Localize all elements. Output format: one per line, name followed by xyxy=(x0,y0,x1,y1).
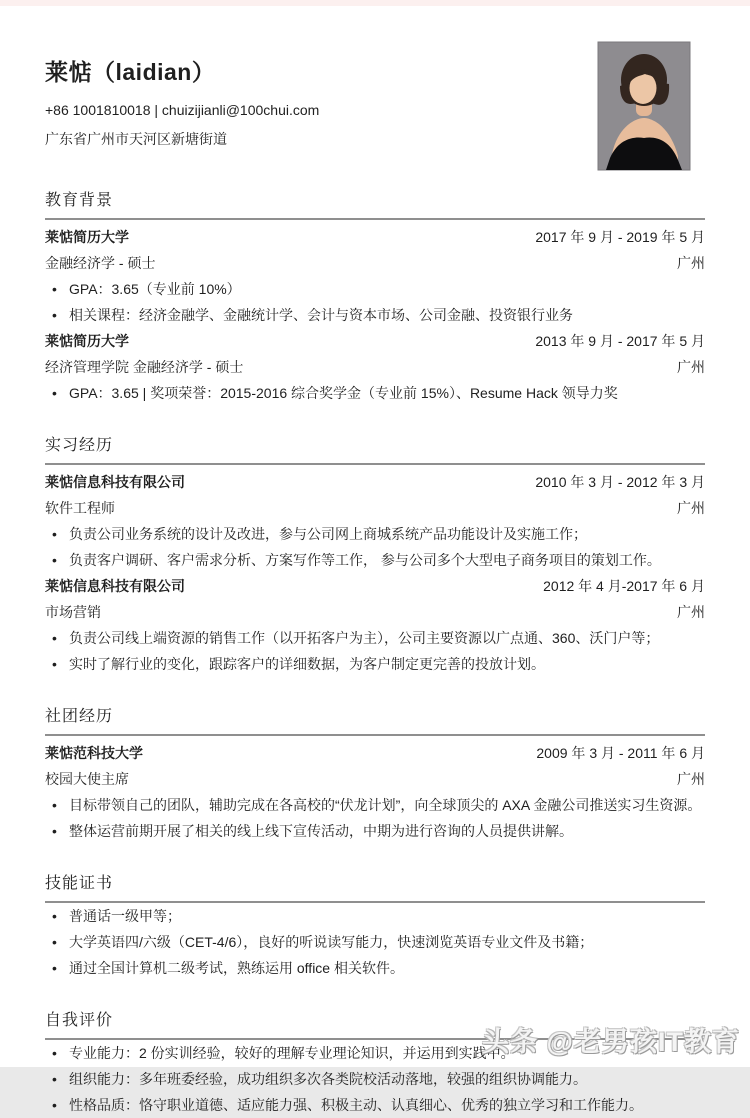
bullet-item: • 普通话一级甲等； xyxy=(45,903,705,929)
entry-bullets xyxy=(45,521,705,573)
section-skills xyxy=(45,870,705,981)
entry-subtitle-row xyxy=(45,599,705,625)
education-entry xyxy=(45,328,705,406)
entry-header-row xyxy=(45,224,705,250)
bullet-item: • 负责公司线上端资源的销售工作（以开拓客户为主），公司主要资源以广点通、360、沃门户等； xyxy=(45,625,705,651)
club-entries xyxy=(45,736,705,844)
date-range: 2013 年 9 月 - 2017 年 5 月 xyxy=(535,333,705,349)
school-name: 莱惦简历大学 xyxy=(45,229,129,245)
date-range: 2010 年 3 月 - 2012 年 3 月 xyxy=(535,474,705,490)
location: 广州 xyxy=(677,359,705,375)
club-entry xyxy=(45,740,705,844)
degree-title: 金融经济学 - 硕士 xyxy=(45,255,156,271)
top-accent-band xyxy=(0,0,750,6)
internship-entries xyxy=(45,465,705,677)
date-range: 2012 年 4 月-2017 年 6 月 xyxy=(543,578,705,594)
location: 广州 xyxy=(677,771,705,787)
bullet-item: • 组织能力：多年班委经验，成功组织多次各类院校活动落地，较强的组织协调能力。 xyxy=(45,1066,705,1092)
skills-bullets xyxy=(45,903,705,981)
bullet-item: • 专业能力：2 份实训经验，较好的理解专业理论知识，并运用到实践中。 xyxy=(45,1040,705,1066)
bullet-item: • 大学英语四/六级（CET-4/6），良好的听说读写能力，快速浏览英语专业文件及书籍； xyxy=(45,929,705,955)
bullet-item: • 负责公司业务系统的设计及改进，参与公司网上商城系统产品功能设计及实施工作； xyxy=(45,521,705,547)
job-title: 市场营销 xyxy=(45,604,101,620)
profile-photo-illustration xyxy=(598,42,690,170)
section-title-club: 社团经历 xyxy=(45,703,705,736)
profile-photo xyxy=(598,42,690,170)
section-title-education: 教育背景 xyxy=(45,187,705,220)
bullet-item: • 整体运营前期开展了相关的线上线下宣传活动，中期为进行咨询的人员提供讲解。 xyxy=(45,818,705,844)
section-internship xyxy=(45,432,705,677)
entry-bullets xyxy=(45,380,705,406)
entry-header-row xyxy=(45,573,705,599)
company-name: 莱惦信息科技有限公司 xyxy=(45,474,185,490)
date-range: 2017 年 9 月 - 2019 年 5 月 xyxy=(535,229,705,245)
entry-bullets xyxy=(45,792,705,844)
education-entry xyxy=(45,224,705,328)
bullet-item: • 目标带领自己的团队，辅助完成在各高校的“伏龙计划”，向全球顶尖的 AXA 金融公司推送实习生资源。 xyxy=(45,792,705,818)
company-name: 莱惦信息科技有限公司 xyxy=(45,578,185,594)
bullet-item: • 相关课程：经济金融学、金融统计学、会计与资本市场、公司金融、投资银行业务 xyxy=(45,302,705,328)
section-title-skills: 技能证书 xyxy=(45,870,705,903)
bullet-item: • GPA：3.65（专业前 10%） xyxy=(45,276,705,302)
section-title-self-evaluation: 自我评价 xyxy=(45,1007,705,1040)
entry-bullets xyxy=(45,625,705,677)
section-club xyxy=(45,703,705,844)
section-title-internship: 实习经历 xyxy=(45,432,705,465)
internship-entry xyxy=(45,469,705,573)
internship-entry xyxy=(45,573,705,677)
job-title: 软件工程师 xyxy=(45,500,115,516)
bullet-item: • 通过全国计算机二级考试，熟练运用 office 相关软件。 xyxy=(45,955,705,981)
address-line: 广东省广州市天河区新塘街道 xyxy=(45,131,227,147)
candidate-name: 莱惦（laidian） xyxy=(45,59,216,85)
entry-header-row xyxy=(45,469,705,495)
contact-line: +86 1001810018 | chuizijianli@100chui.com xyxy=(45,102,320,118)
bullet-item: • 实时了解行业的变化，跟踪客户的详细数据，为客户制定更完善的投放计划。 xyxy=(45,651,705,677)
role-title: 校园大使主席 xyxy=(45,771,129,787)
entry-subtitle-row xyxy=(45,250,705,276)
date-range: 2009 年 3 月 - 2011 年 6 月 xyxy=(536,745,705,761)
school-name: 莱惦简历大学 xyxy=(45,333,129,349)
university-name: 莱惦范科技大学 xyxy=(45,745,143,761)
entry-subtitle-row xyxy=(45,766,705,792)
degree-title: 经济管理学院 金融经济学 - 硕士 xyxy=(45,359,244,375)
section-education xyxy=(45,187,705,406)
entry-subtitle-row xyxy=(45,495,705,521)
bullet-item: • GPA：3.65 | 奖项荣誉：2015-2016 综合奖学金（专业前 15%）、Resume Hack 领导力奖 xyxy=(45,380,705,406)
bullet-item: • 性格品质：恪守职业道德、适应能力强、积极主动、认真细心、优秀的独立学习和工作能力。 xyxy=(45,1092,705,1118)
entry-header-row xyxy=(45,328,705,354)
watermark: 头条 @老男孩IT教育 xyxy=(482,1027,740,1057)
bullet-item: • 负责客户调研、客户需求分析、方案写作等工作， 参与公司多个大型电子商务项目的策划工作。 xyxy=(45,547,705,573)
entry-subtitle-row xyxy=(45,354,705,380)
location: 广州 xyxy=(677,255,705,271)
entry-bullets xyxy=(45,276,705,328)
education-entries xyxy=(45,220,705,406)
location: 广州 xyxy=(677,500,705,516)
location: 广州 xyxy=(677,604,705,620)
entry-header-row xyxy=(45,740,705,766)
